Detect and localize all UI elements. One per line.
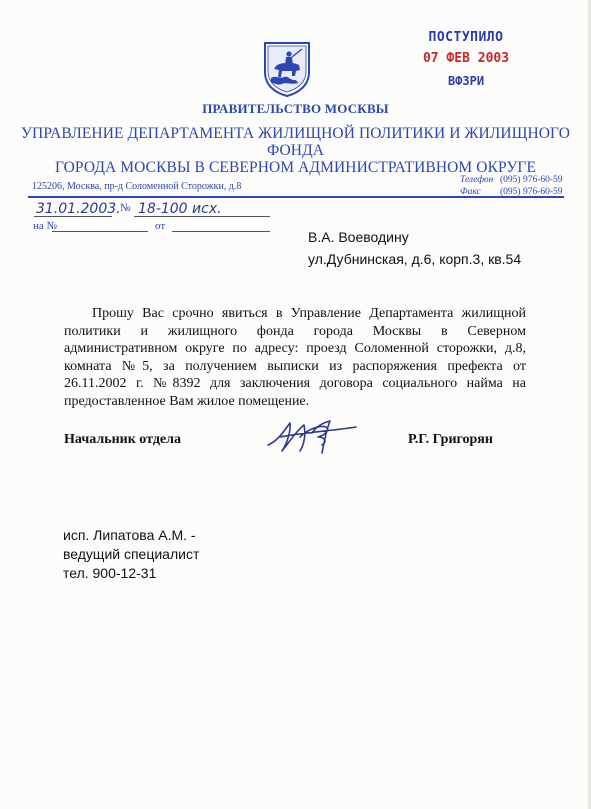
executor-phone: тел. 900-12-31 [63, 565, 157, 581]
signatory-name: Р.Г. Григорян [408, 432, 493, 447]
recipient-name: В.А. Воеводину [308, 229, 409, 245]
recipient-block [308, 226, 521, 270]
government-title: ПРАВИТЕЛЬСТВО МОСКВЫ [202, 101, 389, 116]
phone-value: (095) 976-60-59 [500, 175, 563, 185]
fax-value: (095) 976-60-59 [500, 187, 563, 197]
fax-label: Факс [460, 187, 481, 197]
recipient-address: ул.Дубнинская, д.6, корп.3, кв.54 [308, 251, 522, 267]
executor-position: ведущий специалист [63, 546, 200, 562]
stamp-office: ВФЗРИ [447, 74, 485, 88]
executor-block [63, 526, 199, 583]
letter-body: Прошу Вас срочно явиться в Управление Департамента жилищной политики и жилищного фонда города Москвы в Северном административном округе по адресу: проезд Соломенной сторожки, д.8, комната №5, за получением выписки из распоряжения префекта от 26.11.2002 г. №8392 для заключения договора социального найма на предоставленное Вам жилое помещение. [64, 306, 526, 409]
letterhead-divider [28, 196, 564, 198]
reference-number-underline [52, 231, 148, 232]
handwritten-signature [260, 415, 360, 457]
reference-date-underline [172, 231, 270, 232]
outgoing-date-handwritten: 31.01.2003. [36, 201, 121, 217]
department-title [0, 125, 591, 176]
department-title-line2: ГОРОДА МОСКВЫ В СЕВЕРНОМ АДМИНИСТРАТИВНОМ ОКРУГЕ [54, 159, 537, 176]
stamp-received-label: ПОСТУПИЛО [428, 30, 504, 45]
executor-name: исп. Липатова А.М. - [63, 527, 196, 543]
department-title-line1: УПРАВЛЕНИЕ ДЕПАРТАМЕНТА ЖИЛИЩНОЙ ПОЛИТИКИ И ЖИЛИЩНОГО ФОНДА [20, 125, 570, 159]
reference-number-label: на № [33, 220, 58, 232]
signatory-position: Начальник отдела [64, 432, 181, 447]
date-underline [34, 216, 112, 217]
outgoing-number-label: № [120, 202, 131, 214]
phone-label: Телефон [460, 175, 494, 185]
contact-phones [460, 174, 563, 198]
stamp-date: 07 ФЕВ 2003 [422, 51, 510, 66]
received-stamp [416, 30, 516, 88]
moscow-coat-of-arms-icon [262, 40, 312, 98]
outgoing-number-handwritten: 18-100 исх. [138, 201, 222, 217]
number-underline [134, 216, 270, 217]
department-address: 125206, Москва, пр-д Соломенной Сторожки, д.8 [32, 181, 242, 192]
reference-date-label: от [155, 220, 166, 232]
